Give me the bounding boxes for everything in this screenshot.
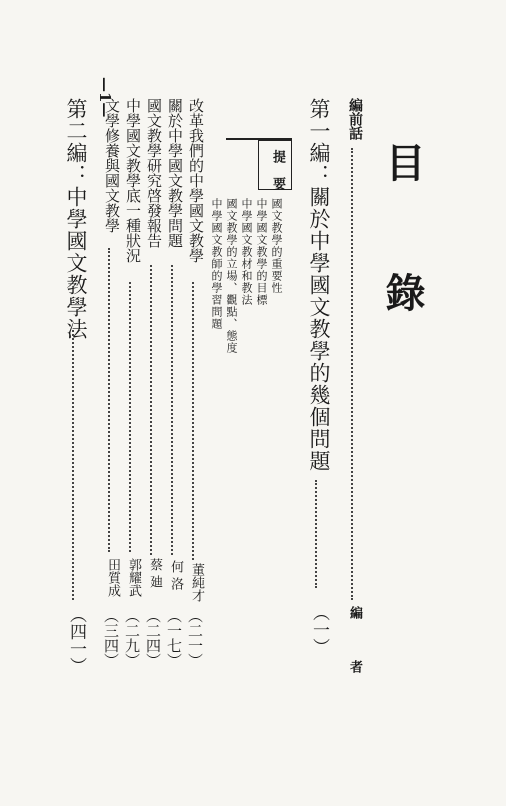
preface-author: 編 bbox=[347, 606, 362, 619]
tiyao-item: 國文教學的重要性 bbox=[270, 198, 283, 294]
article-leader-dots bbox=[108, 248, 110, 552]
article-author: 田質成 bbox=[105, 558, 120, 597]
tiyao-item: 國文教學的立場、觀點、態度 bbox=[225, 198, 238, 354]
article-title: 改革我們的中學國文教學 bbox=[187, 98, 205, 263]
tiyao-label: 提要 bbox=[270, 150, 285, 204]
article-author: 蔡 廸 bbox=[147, 558, 162, 589]
article-title: 文學修養與國文教學 bbox=[103, 98, 121, 233]
article-author: 董純才 bbox=[189, 563, 204, 602]
part2-page: （四一） bbox=[66, 606, 86, 674]
page-title: 目 錄 bbox=[379, 142, 426, 350]
preface-leader-dots bbox=[351, 148, 353, 600]
part2-leader-dots bbox=[72, 330, 74, 600]
article-page: （二四） bbox=[144, 608, 162, 668]
article-leader-dots bbox=[150, 265, 152, 555]
page-number: —1— bbox=[96, 77, 114, 118]
article-leader-dots bbox=[192, 282, 194, 560]
preface-label: 編前話 bbox=[347, 98, 363, 140]
part1-page: （一） bbox=[309, 604, 329, 655]
article-page: （三四） bbox=[102, 608, 120, 668]
tiyao-item: 中學國文教材和教法 bbox=[240, 198, 253, 306]
part1-title: 第一編：關於中學國文教學的幾個問題 bbox=[307, 98, 331, 472]
part2-title: 第二編：中學國文教學法 bbox=[64, 98, 88, 340]
article-author: 何 洛 bbox=[168, 560, 183, 591]
article-page: （一七） bbox=[165, 608, 183, 668]
article-page: （二一） bbox=[186, 608, 204, 668]
article-title: 國文教學研究啓發報告 bbox=[145, 98, 163, 248]
article-leader-dots bbox=[171, 265, 173, 555]
article-author: 郭耀武 bbox=[126, 558, 141, 597]
preface-author-2: 者 bbox=[347, 660, 362, 673]
tiyao-item: 中學國文教學的目標 bbox=[255, 198, 268, 306]
article-page: （二九） bbox=[123, 608, 141, 668]
article-leader-dots bbox=[129, 282, 131, 552]
article-title: 關於中學國文教學問題 bbox=[166, 98, 184, 248]
tiyao-item: 中學國文教師的學習問題 bbox=[210, 198, 223, 330]
article-title: 中學國文教學底一種狀況 bbox=[124, 98, 142, 263]
tiyao-box-top-rule bbox=[226, 138, 292, 140]
part1-leader-dots bbox=[315, 480, 317, 588]
